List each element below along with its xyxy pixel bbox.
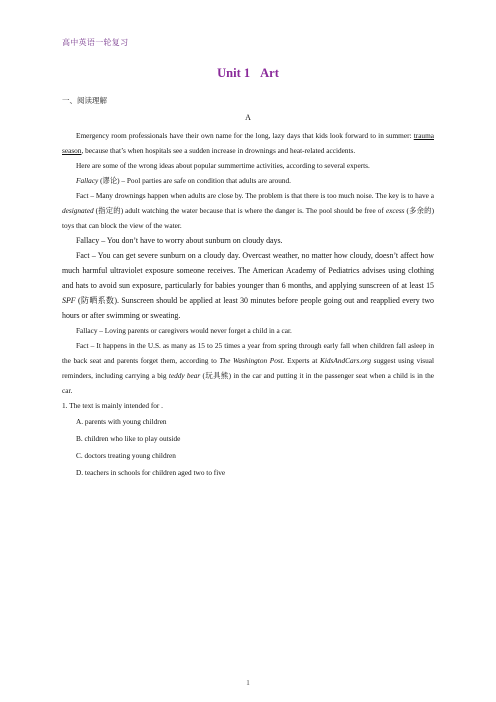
paragraph: Fact – You can get severe sunburn on a cloudy day. Overcast weather, no matter how cloudy, doesn’t affect how much harmful ultraviolet exposure someone receives. The American Academy of Pediatrics advises using clothing and hats to avoid sun exposure, particularly for babies younger than 6 months, and applying sunscreen of at least 15 SPF (防晒系数). Sunscreen should be applied at least 30 minutes before people going out and reapplied every two hours or after swimming or sweating. xyxy=(62,251,434,320)
unit-topic: Art xyxy=(260,66,279,80)
passage-letter: A xyxy=(245,113,251,122)
paragraph: Emergency room professionals have their own name for the long, lazy days that kids look forward to in summer: trauma season, because that’s when hospitals see a sudden increase in drownings and heat-related accidents. xyxy=(62,131,434,155)
page-number: 1 xyxy=(246,679,250,687)
passage-body xyxy=(62,128,434,481)
paragraph: Fallacy – Loving parents or caregivers would never forget a child in a car. xyxy=(76,326,292,335)
paragraph: Fact – Many drownings happen when adults are close by. The problem is that there is too much noise. The key is to have a designated (指定的) adult watching the water because that is where the danger is. The pool should be free of excess (多余的) toys that can block the view of the water. xyxy=(62,191,434,230)
paragraph: Here are some of the wrong ideas about popular summertime activities, according to several experts. xyxy=(76,161,370,170)
unit-number: Unit 1 xyxy=(217,66,251,80)
page-header: 高中英语一轮复习 xyxy=(62,38,129,47)
option-c: C. doctors treating young children xyxy=(76,451,176,460)
section-heading: 一、阅读理解 xyxy=(62,96,107,105)
option-a: A. parents with young children xyxy=(76,417,167,426)
question-stem: 1. The text is mainly intended for . xyxy=(62,401,163,410)
paragraph: Fact – It happens in the U.S. as many as 15 to 25 times a year from spring through early fall when children fall asleep in the back seat and parents forget them, according to The Washington Post. Experts at KidsAndCars.org suggest using visual reminders, including carrying a big teddy bear (玩具熊) in the car and putting it in the passenger seat when a child is in the car. xyxy=(62,341,435,395)
unit-title xyxy=(0,66,496,81)
paragraph: Fallacy (谬论) – Pool parties are safe on condition that adults are around. xyxy=(76,176,292,185)
option-b: B. children who like to play outside xyxy=(76,434,181,443)
paragraph: Fallacy – You don’t have to worry about sunburn on cloudy days. xyxy=(76,236,283,245)
question-block xyxy=(62,398,434,481)
underlined-term: trauma season xyxy=(62,131,434,155)
option-d: D. teachers in schools for children aged two to five xyxy=(76,468,226,477)
